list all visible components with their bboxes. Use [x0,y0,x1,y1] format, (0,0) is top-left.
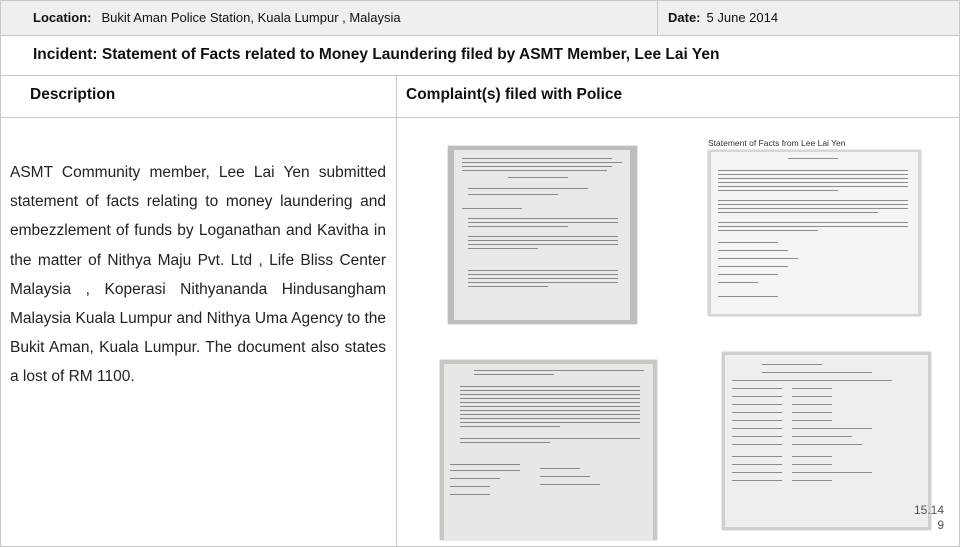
complaint-photo-3 [440,360,657,540]
location-label: Location: [33,10,92,25]
page-number: 15.14 9 [913,503,944,532]
photo-caption: Statement of Facts from Lee Lai Yen [708,138,846,148]
complaint-photo-2 [708,150,921,316]
location-cell [0,0,658,36]
complaint-photo-1 [448,146,637,324]
incident-title: Incident: Statement of Facts related to Money Laundering filed by ASMT Member, Lee Lai Yen [0,35,960,76]
description-header: Description [0,75,397,118]
complaint-photo-4 [722,352,931,530]
date-label: Date: [668,10,701,25]
complaints-header: Complaint(s) filed with Police [396,75,960,118]
date-value: 5 June 2014 [706,10,779,25]
date-cell [657,0,960,36]
description-text: ASMT Community member, Lee Lai Yen submitted statement of facts relating to money laundering and embezzlement of funds by Loganathan and Kavitha in the matter of Nithya Maju Pvt. Ltd , Life Bliss Center Malaysia , Koperasi Nithyananda Hindusangham Malaysia Kuala Lumpur and Nithya Uma Agency to the Bukit Aman, Kuala Lumpur. The document also states a lost of RM 1100. [10,164,386,386]
location-value: Bukit Aman Police Station, Kuala Lumpur , Malaysia [101,10,401,25]
